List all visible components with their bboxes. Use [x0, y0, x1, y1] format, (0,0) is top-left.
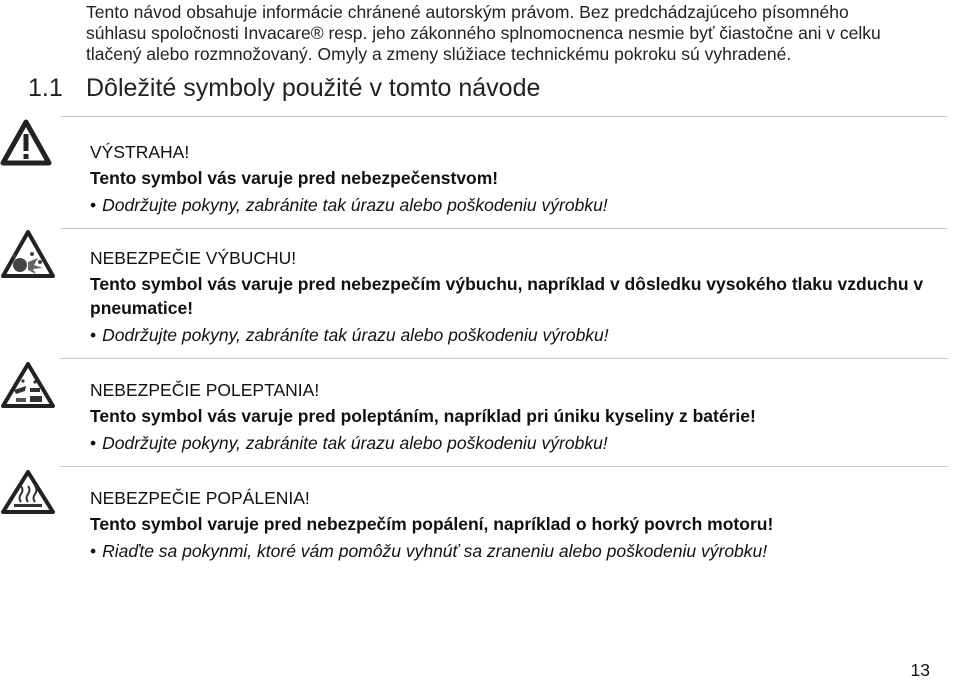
bullet-point: • [90, 325, 97, 345]
instruction-text: Riaďte sa pokynmi, ktoré vám pomôžu vyhnúť sa zraneniu alebo poškodeniu výrobku! [102, 541, 768, 561]
bullet-point: • [90, 541, 97, 561]
bullet-point: • [90, 433, 97, 453]
section-title: VÝSTRAHA! [90, 142, 190, 162]
section-title: NEBEZPEČIE POLEPTANIA! [90, 380, 320, 400]
divider [60, 358, 948, 359]
corrosion-section [90, 378, 950, 455]
heading-number: 1.1 [28, 74, 63, 102]
intro-paragraph [86, 2, 956, 65]
explosion-section [90, 246, 950, 347]
bullet-point: • [90, 195, 97, 215]
divider [60, 466, 948, 467]
corrosion-hazard-icon [0, 360, 56, 410]
section-heading [28, 74, 540, 103]
section-description: Tento symbol varuje pred nebezpečím popálení, napríklad o horký povrch motoru! [90, 514, 774, 534]
instruction-text: Dodržujte pokyny, zabráníte tak úrazu alebo poškodeniu výrobku! [102, 325, 609, 345]
explosion-hazard-icon [0, 228, 56, 280]
divider [60, 116, 948, 117]
divider [60, 228, 948, 229]
warning-section [90, 140, 950, 217]
section-instruction [90, 539, 950, 563]
intro-line: Tento návod obsahuje informácie chránené autorským právom. Bez predchádzajúceho písomného [86, 2, 849, 22]
section-instruction [90, 431, 950, 455]
section-description: Tento symbol vás varuje pred poleptáním, napríklad pri úniku kyseliny z batérie! [90, 406, 756, 426]
section-instruction [90, 193, 950, 217]
warning-triangle-icon [0, 118, 52, 168]
heading-title: Dôležité symboly použité v tomto návode [86, 74, 541, 102]
section-title: NEBEZPEČIE POPÁLENIA! [90, 488, 310, 508]
burn-section [90, 486, 950, 563]
intro-line: súhlasu spoločnosti Invacare® resp. jeho zákonného splnomocnenca nesmie byť čiastočne ani v celku [86, 23, 881, 43]
intro-line: tlačený alebo rozmnožovaný. Omyly a zmeny slúžiace technickému pokroku sú vyhradené. [86, 44, 792, 64]
instruction-text: Dodržujte pokyny, zabránite tak úrazu alebo poškodeniu výrobku! [102, 433, 608, 453]
section-instruction [90, 323, 950, 347]
hot-surface-icon [0, 468, 56, 516]
instruction-text: Dodržujte pokyny, zabránite tak úrazu alebo poškodeniu výrobku! [102, 195, 608, 215]
section-description: Tento symbol vás varuje pred nebezpečím výbuchu, napríklad v dôsledku vysokého tlaku vzduchu v pneumatice! [90, 274, 924, 318]
section-title: NEBEZPEČIE VÝBUCHU! [90, 248, 297, 268]
page-number: 13 [910, 660, 930, 680]
section-description: Tento symbol vás varuje pred nebezpečenstvom! [90, 168, 499, 188]
